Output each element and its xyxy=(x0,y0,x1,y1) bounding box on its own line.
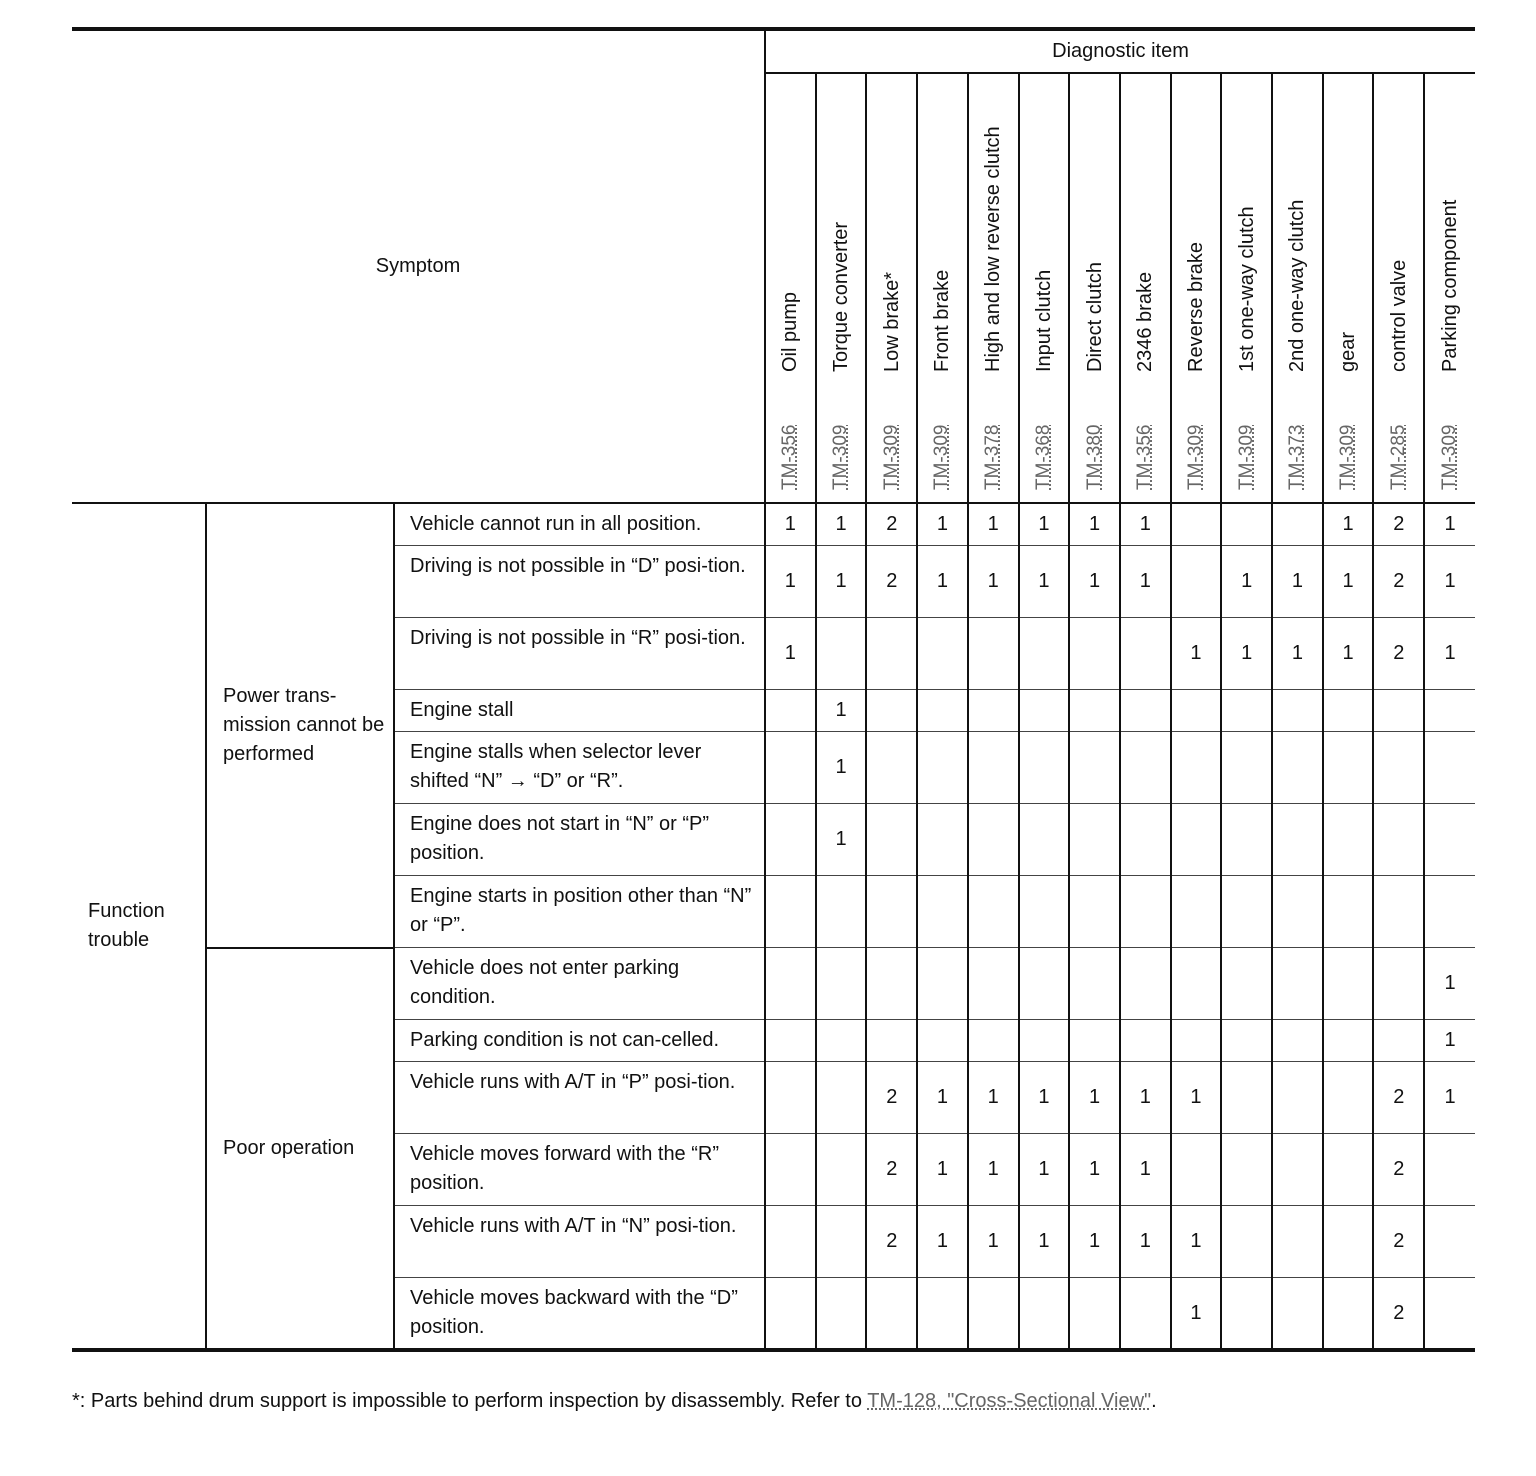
value-cell: 1 xyxy=(1069,503,1120,546)
value-cell xyxy=(917,804,968,876)
value-cell xyxy=(816,1278,867,1351)
diagnostic-item-name: Oil pump xyxy=(779,291,802,372)
value-cell xyxy=(1373,690,1424,732)
value-cell: 1 xyxy=(1323,546,1374,618)
symptom-cell: Vehicle moves backward with the “D” position. xyxy=(394,1278,765,1351)
value-cell xyxy=(1069,948,1120,1020)
value-cell: 1 xyxy=(1424,618,1475,690)
value-cell xyxy=(1272,732,1323,804)
value-cell xyxy=(1069,618,1120,690)
diagnostic-item-name: Reverse brake xyxy=(1184,241,1207,372)
value-cell xyxy=(1019,1020,1070,1062)
value-cell xyxy=(816,1206,867,1278)
value-cell xyxy=(1272,1020,1323,1062)
value-cell: 1 xyxy=(1424,546,1475,618)
value-cell: 1 xyxy=(1120,546,1171,618)
value-cell xyxy=(1069,876,1120,948)
value-cell: 1 xyxy=(1171,1278,1222,1351)
category-label: Function trouble xyxy=(72,503,206,1350)
value-cell xyxy=(1272,876,1323,948)
header-row-top xyxy=(72,29,1475,73)
value-cell: 2 xyxy=(1373,1062,1424,1134)
value-cell: 2 xyxy=(1373,546,1424,618)
value-cell xyxy=(816,618,867,690)
value-cell xyxy=(866,948,917,1020)
value-cell xyxy=(1323,1206,1374,1278)
value-cell xyxy=(765,804,816,876)
group-label: Poor operation xyxy=(206,948,394,1351)
value-cell xyxy=(1120,1278,1171,1351)
value-cell xyxy=(1069,732,1120,804)
value-cell xyxy=(1221,690,1272,732)
diagnostic-item-name: Direct clutch xyxy=(1083,261,1106,372)
value-cell xyxy=(1373,804,1424,876)
value-cell: 2 xyxy=(1373,1206,1424,1278)
value-cell xyxy=(816,948,867,1020)
value-cell xyxy=(765,876,816,948)
value-cell xyxy=(917,1278,968,1351)
value-cell xyxy=(765,732,816,804)
value-cell: 1 xyxy=(968,1134,1019,1206)
value-cell xyxy=(816,1020,867,1062)
diagnostic-item-8 xyxy=(1171,73,1222,503)
value-cell xyxy=(1323,948,1374,1020)
value-cell: 1 xyxy=(968,546,1019,618)
value-cell: 1 xyxy=(1424,503,1475,546)
value-cell: 1 xyxy=(968,1206,1019,1278)
value-cell: 1 xyxy=(1019,503,1070,546)
value-cell xyxy=(968,618,1019,690)
group-label: Power trans-mission cannot be performed xyxy=(206,503,394,948)
diagnostic-item-name: 2346 brake xyxy=(1134,271,1157,372)
value-cell xyxy=(1019,1278,1070,1351)
value-cell: 2 xyxy=(866,1062,917,1134)
value-cell xyxy=(816,876,867,948)
symptom-cell: Vehicle runs with A/T in “N” posi-tion. xyxy=(394,1206,765,1278)
value-cell xyxy=(1019,690,1070,732)
value-cell xyxy=(765,1206,816,1278)
value-cell: 1 xyxy=(765,546,816,618)
diagnostic-item-name: Input clutch xyxy=(1032,269,1055,372)
diagnostic-item-0 xyxy=(765,73,816,503)
value-cell xyxy=(1373,876,1424,948)
diagnostic-item-ref-link[interactable]: TM-380 xyxy=(1083,424,1105,490)
value-cell xyxy=(1171,690,1222,732)
symptom-cell: Engine stalls when selector lever shifted “N” → “D” or “R”. xyxy=(394,732,765,804)
value-cell: 2 xyxy=(866,1206,917,1278)
value-cell xyxy=(1069,1278,1120,1351)
value-cell xyxy=(866,1020,917,1062)
value-cell xyxy=(1171,546,1222,618)
value-cell xyxy=(1323,804,1374,876)
diagnostic-item-10 xyxy=(1272,73,1323,503)
value-cell xyxy=(917,948,968,1020)
value-cell: 1 xyxy=(1019,1134,1070,1206)
value-cell: 1 xyxy=(1424,1062,1475,1134)
value-cell xyxy=(1323,1278,1374,1351)
diagnostic-item-7 xyxy=(1120,73,1171,503)
value-cell: 2 xyxy=(1373,1278,1424,1351)
value-cell xyxy=(866,1278,917,1351)
value-cell xyxy=(1373,1020,1424,1062)
diagnostic-item-ref-link[interactable]: TM-356 xyxy=(779,424,801,490)
value-cell: 1 xyxy=(1019,1206,1070,1278)
value-cell xyxy=(1019,732,1070,804)
value-cell xyxy=(1171,732,1222,804)
value-cell: 1 xyxy=(968,503,1019,546)
value-cell xyxy=(866,618,917,690)
value-cell: 2 xyxy=(1373,503,1424,546)
value-cell xyxy=(1069,804,1120,876)
diagnostic-item-name: High and low reverse clutch xyxy=(982,126,1005,372)
diagnostic-item-name: gear xyxy=(1337,331,1360,372)
value-cell: 1 xyxy=(1171,1062,1222,1134)
diagnostic-item-ref-link[interactable]: TM-309 xyxy=(931,424,953,490)
value-cell: 1 xyxy=(1120,1206,1171,1278)
symptom-cell: Engine starts in position other than “N” or “P”. xyxy=(394,876,765,948)
value-cell xyxy=(1069,690,1120,732)
value-cell xyxy=(1171,948,1222,1020)
diagnostic-item-11 xyxy=(1323,73,1374,503)
value-cell xyxy=(1221,1206,1272,1278)
value-cell: 1 xyxy=(917,1062,968,1134)
value-cell: 1 xyxy=(816,503,867,546)
value-cell: 1 xyxy=(765,503,816,546)
diagnostic-item-name: Front brake xyxy=(931,269,954,372)
symptom-header: Symptom xyxy=(72,29,765,503)
value-cell: 1 xyxy=(1323,618,1374,690)
value-cell xyxy=(968,1278,1019,1351)
value-cell xyxy=(1424,1278,1475,1351)
value-cell xyxy=(1120,618,1171,690)
diagnostic-item-13 xyxy=(1424,73,1475,503)
diagnostic-table xyxy=(72,27,1475,1352)
symptom-cell: Parking condition is not can-celled. xyxy=(394,1020,765,1062)
symptom-cell: Driving is not possible in “R” posi-tion. xyxy=(394,618,765,690)
symptom-cell: Engine stall xyxy=(394,690,765,732)
symptom-cell: Driving is not possible in “D” posi-tion. xyxy=(394,546,765,618)
value-cell xyxy=(1221,732,1272,804)
value-cell xyxy=(1069,1020,1120,1062)
value-cell xyxy=(1424,876,1475,948)
value-cell: 1 xyxy=(968,1062,1019,1134)
value-cell xyxy=(1272,690,1323,732)
diagnostic-item-name: 1st one-way clutch xyxy=(1235,206,1258,372)
diagnostic-item-6 xyxy=(1069,73,1120,503)
value-cell xyxy=(917,690,968,732)
diagnostic-item-name: Torque converter xyxy=(830,221,853,372)
value-cell xyxy=(1019,618,1070,690)
diagnostic-item-9 xyxy=(1221,73,1272,503)
value-cell xyxy=(1272,1134,1323,1206)
value-cell: 1 xyxy=(1069,1134,1120,1206)
value-cell xyxy=(765,690,816,732)
diagnostic-item-ref-link[interactable]: TM-368 xyxy=(1032,424,1054,490)
value-cell: 1 xyxy=(1323,503,1374,546)
value-cell: 1 xyxy=(1069,1206,1120,1278)
value-cell xyxy=(1019,804,1070,876)
diagnostic-item-ref-link[interactable]: TM-309 xyxy=(1184,424,1206,490)
value-cell xyxy=(1221,503,1272,546)
value-cell: 2 xyxy=(866,1134,917,1206)
value-cell xyxy=(1424,1134,1475,1206)
value-cell: 1 xyxy=(1424,948,1475,1020)
value-cell: 1 xyxy=(1019,1062,1070,1134)
value-cell xyxy=(1323,1062,1374,1134)
value-cell: 1 xyxy=(1120,1134,1171,1206)
value-cell: 2 xyxy=(1373,1134,1424,1206)
value-cell xyxy=(765,1020,816,1062)
value-cell: 1 xyxy=(917,1206,968,1278)
value-cell xyxy=(765,1134,816,1206)
value-cell xyxy=(1272,948,1323,1020)
value-cell: 1 xyxy=(1120,1062,1171,1134)
value-cell xyxy=(866,732,917,804)
value-cell xyxy=(816,1134,867,1206)
value-cell xyxy=(765,948,816,1020)
symptom-cell: Vehicle moves forward with the “R” position. xyxy=(394,1134,765,1206)
value-cell xyxy=(917,732,968,804)
value-cell xyxy=(866,690,917,732)
diagnostic-item-ref-link[interactable]: TM-285 xyxy=(1387,424,1409,490)
value-cell xyxy=(765,1278,816,1351)
value-cell xyxy=(1373,948,1424,1020)
value-cell xyxy=(1120,690,1171,732)
symptom-cell: Vehicle runs with A/T in “P” posi-tion. xyxy=(394,1062,765,1134)
footnote-link[interactable]: TM-128, "Cross-Sectional View" xyxy=(867,1390,1152,1412)
value-cell xyxy=(1120,804,1171,876)
value-cell xyxy=(968,876,1019,948)
footnote-text: *: Parts behind drum support is impossible to perform inspection by disassembly. Refer to xyxy=(72,1390,868,1412)
value-cell xyxy=(1272,804,1323,876)
diagnostic-item-name: Low brake* xyxy=(880,271,903,372)
value-cell xyxy=(917,618,968,690)
value-cell xyxy=(765,1062,816,1134)
value-cell: 1 xyxy=(816,804,867,876)
diagnostic-item-5 xyxy=(1019,73,1070,503)
value-cell: 2 xyxy=(1373,618,1424,690)
table-row xyxy=(72,948,1475,1020)
table-row xyxy=(72,503,1475,546)
value-cell xyxy=(1272,503,1323,546)
value-cell xyxy=(1272,1206,1323,1278)
diagnostic-item-2 xyxy=(866,73,917,503)
value-cell: 1 xyxy=(816,546,867,618)
value-cell: 1 xyxy=(1171,618,1222,690)
value-cell xyxy=(1323,690,1374,732)
value-cell xyxy=(1221,1278,1272,1351)
value-cell xyxy=(1221,1020,1272,1062)
value-cell xyxy=(1424,804,1475,876)
value-cell xyxy=(1424,690,1475,732)
value-cell xyxy=(1120,732,1171,804)
value-cell xyxy=(1221,1134,1272,1206)
value-cell xyxy=(1272,1062,1323,1134)
value-cell xyxy=(816,1062,867,1134)
value-cell xyxy=(1221,804,1272,876)
value-cell xyxy=(1323,732,1374,804)
value-cell xyxy=(968,732,1019,804)
value-cell xyxy=(1171,876,1222,948)
value-cell xyxy=(1221,948,1272,1020)
diagnostic-item-ref-link[interactable]: TM-309 xyxy=(880,424,902,490)
value-cell xyxy=(866,876,917,948)
diagnostic-item-name: control valve xyxy=(1387,259,1410,372)
value-cell xyxy=(1120,1020,1171,1062)
value-cell xyxy=(968,804,1019,876)
value-cell: 1 xyxy=(1171,1206,1222,1278)
value-cell xyxy=(968,948,1019,1020)
diagnostic-table-container xyxy=(72,27,1475,1352)
symptom-cell: Engine does not start in “N” or “P” position. xyxy=(394,804,765,876)
value-cell: 1 xyxy=(1272,546,1323,618)
value-cell xyxy=(1120,876,1171,948)
diagnostic-item-name: 2nd one-way clutch xyxy=(1286,199,1309,372)
value-cell: 1 xyxy=(1019,546,1070,618)
value-cell xyxy=(917,1020,968,1062)
diagnostic-item-ref-link[interactable]: TM-309 xyxy=(1235,424,1257,490)
diagnostic-item-name: Parking component xyxy=(1439,199,1462,372)
diagnostic-item-header: Diagnostic item xyxy=(765,29,1475,73)
footnote-end: . xyxy=(1151,1390,1157,1412)
value-cell: 1 xyxy=(1069,1062,1120,1134)
value-cell: 2 xyxy=(866,503,917,546)
diagnostic-item-ref-link[interactable]: TM-309 xyxy=(1439,424,1461,490)
value-cell xyxy=(1120,948,1171,1020)
value-cell: 1 xyxy=(765,618,816,690)
value-cell xyxy=(1373,732,1424,804)
value-cell: 2 xyxy=(866,546,917,618)
value-cell: 1 xyxy=(917,1134,968,1206)
diagnostic-item-ref-link[interactable]: TM-309 xyxy=(830,424,852,490)
diagnostic-item-ref-link[interactable]: TM-378 xyxy=(982,424,1004,490)
value-cell: 1 xyxy=(1221,546,1272,618)
diagnostic-item-4 xyxy=(968,73,1019,503)
symptom-cell: Vehicle cannot run in all position. xyxy=(394,503,765,546)
diagnostic-item-1 xyxy=(816,73,867,503)
value-cell xyxy=(1019,948,1070,1020)
footnote xyxy=(72,1387,1157,1415)
value-cell: 1 xyxy=(1069,546,1120,618)
value-cell xyxy=(1171,503,1222,546)
value-cell xyxy=(1323,1134,1374,1206)
value-cell: 1 xyxy=(1424,1020,1475,1062)
value-cell: 1 xyxy=(917,546,968,618)
symptom-cell: Vehicle does not enter parking condition. xyxy=(394,948,765,1020)
value-cell xyxy=(1171,804,1222,876)
value-cell xyxy=(1171,1020,1222,1062)
value-cell xyxy=(1424,732,1475,804)
value-cell: 1 xyxy=(917,503,968,546)
value-cell xyxy=(866,804,917,876)
value-cell xyxy=(968,690,1019,732)
diagnostic-item-3 xyxy=(917,73,968,503)
value-cell xyxy=(917,876,968,948)
value-cell xyxy=(1171,1134,1222,1206)
diagnostic-item-ref-link[interactable]: TM-356 xyxy=(1134,424,1156,490)
diagnostic-item-12 xyxy=(1373,73,1424,503)
value-cell xyxy=(1019,876,1070,948)
value-cell xyxy=(1323,1020,1374,1062)
diagnostic-item-ref-link[interactable]: TM-309 xyxy=(1337,424,1359,490)
value-cell xyxy=(1221,876,1272,948)
value-cell xyxy=(1272,1278,1323,1351)
value-cell xyxy=(1424,1206,1475,1278)
value-cell: 1 xyxy=(816,690,867,732)
value-cell xyxy=(1221,1062,1272,1134)
value-cell: 1 xyxy=(816,732,867,804)
value-cell xyxy=(968,1020,1019,1062)
value-cell: 1 xyxy=(1221,618,1272,690)
value-cell: 1 xyxy=(1272,618,1323,690)
value-cell xyxy=(1323,876,1374,948)
diagnostic-item-ref-link[interactable]: TM-373 xyxy=(1286,424,1308,490)
value-cell: 1 xyxy=(1120,503,1171,546)
